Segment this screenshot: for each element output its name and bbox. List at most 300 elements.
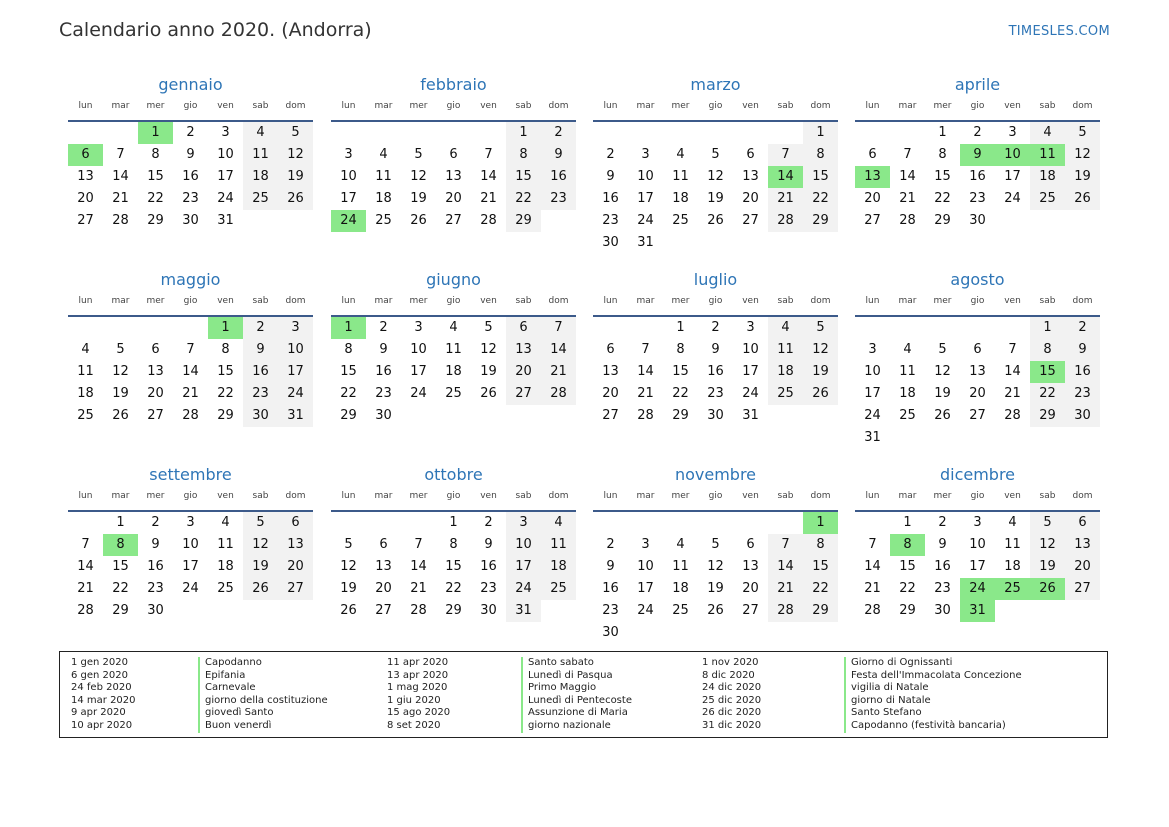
- day-cell: 23: [707, 386, 724, 401]
- week-row: [855, 188, 1100, 210]
- holiday-name: Assunzione di Maria: [521, 707, 632, 720]
- month-title: giugno: [426, 270, 481, 289]
- holiday-name: Lunedì di Pasqua: [521, 670, 632, 683]
- weekday-label: dom: [810, 491, 831, 501]
- weekday-label: lun: [341, 491, 356, 501]
- day-cell: 25: [541, 578, 576, 600]
- weekday-header: [331, 491, 576, 507]
- weekday-label: mar: [636, 491, 655, 501]
- day-cell: 5: [1065, 122, 1100, 144]
- weekday-label: dom: [285, 491, 306, 501]
- day-cell: 2: [711, 320, 720, 335]
- day-cell: 25: [445, 386, 462, 401]
- week-row: [855, 578, 1100, 600]
- weekday-label: mer: [409, 101, 428, 111]
- empty-cell: [436, 405, 471, 427]
- week-row: [331, 556, 576, 578]
- week-row: [331, 578, 576, 600]
- week-row: [68, 361, 313, 383]
- day-cell: 22: [112, 581, 129, 596]
- weekday-label: lun: [603, 101, 618, 111]
- weekday-label: mer: [146, 101, 165, 111]
- day-cell: 28: [182, 408, 199, 423]
- empty-cell: [278, 600, 313, 622]
- day-cell: 31: [864, 430, 881, 445]
- day-cell: 19: [480, 364, 497, 379]
- empty-cell: [208, 600, 243, 622]
- month-dicembre: [855, 465, 1100, 622]
- day-cell: 16: [182, 169, 199, 184]
- day-cell: 28: [410, 603, 427, 618]
- day-cell: 20: [375, 581, 392, 596]
- day-cell: 8: [151, 147, 160, 162]
- day-cell: 9: [606, 559, 615, 574]
- week-row: [68, 166, 313, 188]
- day-cell: 14: [864, 559, 881, 574]
- empty-cell: [628, 622, 663, 644]
- weekday-label: mar: [898, 101, 917, 111]
- day-cell: 13: [742, 559, 759, 574]
- day-cell: 31: [506, 600, 541, 622]
- day-cell: 18: [243, 166, 278, 188]
- empty-cell: [1065, 600, 1100, 622]
- day-cell: 21: [768, 578, 803, 600]
- weekday-label: ven: [742, 296, 759, 306]
- day-cell: 16: [969, 169, 986, 184]
- week-row: [68, 578, 313, 600]
- day-cell: 27: [969, 408, 986, 423]
- day-cell: 30: [375, 408, 392, 423]
- day-cell: 11: [672, 169, 689, 184]
- day-cell: 26: [480, 386, 497, 401]
- holiday-date: 25 dic 2020: [702, 694, 762, 706]
- empty-cell: [401, 512, 436, 534]
- empty-cell: [331, 122, 366, 144]
- day-cell: 22: [803, 188, 838, 210]
- holiday-day-cell: 26: [1030, 578, 1065, 600]
- empty-cell: [541, 600, 576, 622]
- day-cell: 17: [637, 191, 654, 206]
- day-cell: 29: [1030, 405, 1065, 427]
- weekday-label: ven: [217, 101, 234, 111]
- day-cell: 26: [707, 603, 724, 618]
- weekday-label: mer: [409, 296, 428, 306]
- day-cell: 16: [243, 361, 278, 383]
- holiday-name: Santo sabato: [521, 657, 632, 670]
- empty-cell: [768, 232, 803, 254]
- day-cell: 13: [969, 364, 986, 379]
- day-cell: 8: [938, 147, 947, 162]
- day-cell: 1: [676, 320, 685, 335]
- day-cell: 21: [637, 386, 654, 401]
- week-row: [331, 122, 576, 144]
- day-cell: 10: [969, 537, 986, 552]
- day-cell: 21: [77, 581, 94, 596]
- day-cell: 24: [742, 386, 759, 401]
- day-cell: 8: [344, 342, 353, 357]
- weekday-label: sab: [1039, 101, 1056, 111]
- day-cell: 7: [116, 147, 125, 162]
- day-cell: 31: [742, 408, 759, 423]
- weekday-label: gio: [183, 491, 198, 501]
- day-cell: 22: [147, 191, 164, 206]
- day-cell: 23: [1065, 383, 1100, 405]
- holiday-day-cell: 31: [960, 600, 995, 622]
- day-cell: 4: [1030, 122, 1065, 144]
- holiday-name: giovedì Santo: [198, 707, 328, 720]
- empty-cell: [1065, 427, 1100, 449]
- day-cell: 24: [410, 386, 427, 401]
- day-cell: 22: [445, 581, 462, 596]
- week-row: [593, 512, 838, 534]
- day-cell: 9: [186, 147, 195, 162]
- day-cell: 25: [672, 603, 689, 618]
- day-cell: 20: [278, 556, 313, 578]
- week-row: [855, 317, 1100, 339]
- holiday-name-column: [844, 657, 1022, 733]
- day-cell: 19: [112, 386, 129, 401]
- day-cell: 28: [112, 213, 129, 228]
- weekday-label: lun: [603, 491, 618, 501]
- day-cell: 23: [147, 581, 164, 596]
- week-row: [68, 317, 313, 339]
- day-cell: 21: [182, 386, 199, 401]
- holiday-day-cell: 8: [103, 534, 138, 556]
- day-cell: 4: [379, 147, 388, 162]
- day-cell: 27: [742, 213, 759, 228]
- day-cell: 2: [186, 125, 195, 140]
- day-cell: 29: [445, 603, 462, 618]
- day-cell: 27: [77, 213, 94, 228]
- empty-cell: [663, 622, 698, 644]
- weekday-label: sab: [252, 101, 269, 111]
- week-row: [855, 361, 1100, 383]
- day-cell: 28: [768, 600, 803, 622]
- day-cell: 7: [1008, 342, 1017, 357]
- week-row: [593, 578, 838, 600]
- day-cell: 29: [506, 210, 541, 232]
- day-cell: 15: [803, 556, 838, 578]
- month-agosto: [855, 270, 1100, 449]
- weekday-label: dom: [285, 101, 306, 111]
- day-cell: 15: [340, 364, 357, 379]
- holiday-name: Capodanno (festività bancaria): [844, 720, 1022, 733]
- empty-cell: [803, 405, 838, 427]
- week-row: [331, 405, 576, 427]
- day-cell: 1: [1030, 317, 1065, 339]
- day-cell: 17: [864, 386, 881, 401]
- day-cell: 14: [480, 169, 497, 184]
- week-row: [855, 427, 1100, 449]
- week-row: [331, 144, 576, 166]
- brand-link[interactable]: TIMESLES.COM: [1008, 24, 1110, 39]
- holiday-day-cell: 11: [1030, 144, 1065, 166]
- day-cell: 22: [506, 188, 541, 210]
- week-row: [855, 534, 1100, 556]
- day-cell: 10: [864, 364, 881, 379]
- month-title: novembre: [674, 465, 757, 484]
- week-row: [68, 556, 313, 578]
- day-cell: 5: [711, 147, 720, 162]
- day-cell: 16: [375, 364, 392, 379]
- empty-cell: [925, 317, 960, 339]
- day-cell: 14: [541, 339, 576, 361]
- week-row: [68, 405, 313, 427]
- day-cell: 29: [899, 603, 916, 618]
- day-cell: 1: [506, 122, 541, 144]
- day-cell: 4: [541, 512, 576, 534]
- empty-cell: [278, 210, 313, 232]
- week-row: [593, 122, 838, 144]
- day-cell: 28: [768, 210, 803, 232]
- day-cell: 19: [278, 166, 313, 188]
- day-cell: 18: [541, 556, 576, 578]
- weekday-label: dom: [285, 296, 306, 306]
- day-cell: 3: [506, 512, 541, 534]
- month-novembre: [593, 465, 838, 644]
- day-cell: 2: [151, 515, 160, 530]
- day-cell: 6: [868, 147, 877, 162]
- day-cell: 18: [672, 581, 689, 596]
- week-row: [593, 405, 838, 427]
- day-cell: 30: [969, 213, 986, 228]
- day-cell: 13: [375, 559, 392, 574]
- weekday-label: mar: [636, 296, 655, 306]
- day-cell: 17: [182, 559, 199, 574]
- weekday-label: lun: [78, 296, 93, 306]
- weekday-label: mer: [671, 296, 690, 306]
- day-cell: 6: [449, 147, 458, 162]
- day-cell: 27: [506, 383, 541, 405]
- day-cell: 14: [112, 169, 129, 184]
- empty-cell: [366, 122, 401, 144]
- day-cell: 29: [803, 600, 838, 622]
- day-cell: 12: [112, 364, 129, 379]
- week-row: [68, 512, 313, 534]
- empty-cell: [628, 317, 663, 339]
- empty-cell: [803, 232, 838, 254]
- day-cell: 22: [340, 386, 357, 401]
- day-cell: 26: [410, 213, 427, 228]
- weekday-header: [855, 491, 1100, 507]
- weekday-label: dom: [1072, 101, 1093, 111]
- holiday-name: Santo Stefano: [844, 707, 1022, 720]
- day-cell: 19: [1065, 166, 1100, 188]
- empty-cell: [803, 622, 838, 644]
- day-cell: 13: [602, 364, 619, 379]
- day-cell: 8: [1030, 339, 1065, 361]
- holiday-day-cell: 15: [1030, 361, 1065, 383]
- day-cell: 6: [506, 317, 541, 339]
- weekday-label: mer: [409, 491, 428, 501]
- weekday-label: ven: [217, 491, 234, 501]
- day-cell: 30: [602, 235, 619, 250]
- holiday-date: 24 dic 2020: [702, 682, 762, 694]
- day-cell: 15: [803, 166, 838, 188]
- day-cell: 1: [903, 515, 912, 530]
- day-cell: 2: [243, 317, 278, 339]
- holiday-day-cell: 24: [960, 578, 995, 600]
- weekday-label: mer: [933, 296, 952, 306]
- empty-cell: [1030, 427, 1065, 449]
- day-cell: 10: [637, 559, 654, 574]
- day-cell: 18: [77, 386, 94, 401]
- weekday-label: mar: [111, 491, 130, 501]
- week-row: [68, 339, 313, 361]
- day-cell: 26: [934, 408, 951, 423]
- day-cell: 9: [711, 342, 720, 357]
- day-cell: 19: [707, 581, 724, 596]
- day-cell: 13: [445, 169, 462, 184]
- day-cell: 19: [707, 191, 724, 206]
- day-cell: 11: [243, 144, 278, 166]
- empty-cell: [471, 405, 506, 427]
- empty-cell: [173, 600, 208, 622]
- weekday-label: gio: [708, 491, 723, 501]
- day-cell: 7: [768, 534, 803, 556]
- week-row: [593, 622, 838, 644]
- holiday-day-cell: 6: [68, 144, 103, 166]
- day-cell: 19: [934, 386, 951, 401]
- holiday-date-column: [387, 657, 450, 733]
- holiday-date: 10 apr 2020: [71, 719, 133, 731]
- day-cell: 9: [606, 169, 615, 184]
- day-cell: 1: [116, 515, 125, 530]
- day-cell: 14: [768, 556, 803, 578]
- day-cell: 15: [147, 169, 164, 184]
- day-cell: 12: [243, 534, 278, 556]
- day-cell: 6: [278, 512, 313, 534]
- empty-cell: [855, 122, 890, 144]
- empty-cell: [1065, 210, 1100, 232]
- month-title: aprile: [954, 75, 1001, 94]
- day-cell: 24: [1004, 191, 1021, 206]
- empty-cell: [768, 512, 803, 534]
- day-cell: 8: [803, 144, 838, 166]
- day-cell: 18: [1030, 166, 1065, 188]
- week-row: [331, 534, 576, 556]
- day-cell: 28: [637, 408, 654, 423]
- day-cell: 16: [1065, 361, 1100, 383]
- day-cell: 26: [112, 408, 129, 423]
- weekday-label: sab: [515, 296, 532, 306]
- day-cell: 15: [112, 559, 129, 574]
- day-cell: 13: [77, 169, 94, 184]
- empty-cell: [698, 122, 733, 144]
- day-cell: 30: [243, 405, 278, 427]
- day-cell: 23: [480, 581, 497, 596]
- day-cell: 20: [969, 386, 986, 401]
- weekday-label: mer: [146, 296, 165, 306]
- day-cell: 17: [217, 169, 234, 184]
- week-row: [331, 166, 576, 188]
- empty-cell: [995, 600, 1030, 622]
- day-cell: 4: [449, 320, 458, 335]
- day-cell: 20: [77, 191, 94, 206]
- day-cell: 21: [541, 361, 576, 383]
- day-cell: 26: [1065, 188, 1100, 210]
- empty-cell: [663, 512, 698, 534]
- day-cell: 31: [278, 405, 313, 427]
- weekday-label: gio: [708, 296, 723, 306]
- holiday-day-cell: 8: [890, 534, 925, 556]
- week-row: [855, 210, 1100, 232]
- empty-cell: [401, 122, 436, 144]
- holiday-day-cell: 13: [855, 166, 890, 188]
- weekday-header: [593, 491, 838, 507]
- day-cell: 14: [637, 364, 654, 379]
- day-cell: 20: [742, 191, 759, 206]
- day-cell: 11: [541, 534, 576, 556]
- day-cell: 17: [340, 191, 357, 206]
- empty-cell: [436, 122, 471, 144]
- week-row: [855, 144, 1100, 166]
- weekday-label: sab: [515, 101, 532, 111]
- holiday-date: 11 apr 2020: [387, 657, 449, 668]
- week-row: [855, 600, 1100, 622]
- day-cell: 21: [410, 581, 427, 596]
- day-cell: 4: [676, 147, 685, 162]
- day-cell: 8: [506, 144, 541, 166]
- day-cell: 6: [746, 147, 755, 162]
- weekday-label: mer: [146, 491, 165, 501]
- day-cell: 9: [243, 339, 278, 361]
- day-cell: 3: [186, 515, 195, 530]
- day-cell: 30: [934, 603, 951, 618]
- day-cell: 23: [541, 188, 576, 210]
- weekday-header: [855, 101, 1100, 117]
- day-cell: 29: [147, 213, 164, 228]
- day-cell: 18: [445, 364, 462, 379]
- weekday-label: gio: [446, 101, 461, 111]
- day-cell: 27: [147, 408, 164, 423]
- day-cell: 17: [1004, 169, 1021, 184]
- day-cell: 5: [938, 342, 947, 357]
- day-cell: 23: [375, 386, 392, 401]
- day-cell: 9: [541, 144, 576, 166]
- weekday-label: mar: [111, 101, 130, 111]
- weekday-label: lun: [78, 491, 93, 501]
- day-cell: 11: [445, 342, 462, 357]
- day-cell: 7: [484, 147, 493, 162]
- day-cell: 13: [278, 534, 313, 556]
- empty-cell: [68, 512, 103, 534]
- day-cell: 27: [742, 603, 759, 618]
- month-title: settembre: [149, 465, 232, 484]
- day-cell: 15: [217, 364, 234, 379]
- empty-cell: [698, 622, 733, 644]
- day-cell: 12: [707, 169, 724, 184]
- weekday-label: gio: [446, 296, 461, 306]
- day-cell: 28: [541, 383, 576, 405]
- day-cell: 12: [278, 144, 313, 166]
- weekday-label: lun: [341, 101, 356, 111]
- weekday-label: lun: [865, 101, 880, 111]
- empty-cell: [768, 405, 803, 427]
- day-cell: 29: [672, 408, 689, 423]
- weekday-label: sab: [515, 491, 532, 501]
- month-title: gennaio: [158, 75, 223, 94]
- day-cell: 5: [484, 320, 493, 335]
- empty-cell: [68, 317, 103, 339]
- holiday-day-cell: 1: [803, 512, 838, 534]
- day-cell: 15: [934, 169, 951, 184]
- holiday-name: giorno nazionale: [521, 720, 632, 733]
- day-cell: 5: [344, 537, 353, 552]
- day-cell: 17: [278, 361, 313, 383]
- month-settembre: [68, 465, 313, 622]
- holiday-name: Lunedì di Pentecoste: [521, 695, 632, 708]
